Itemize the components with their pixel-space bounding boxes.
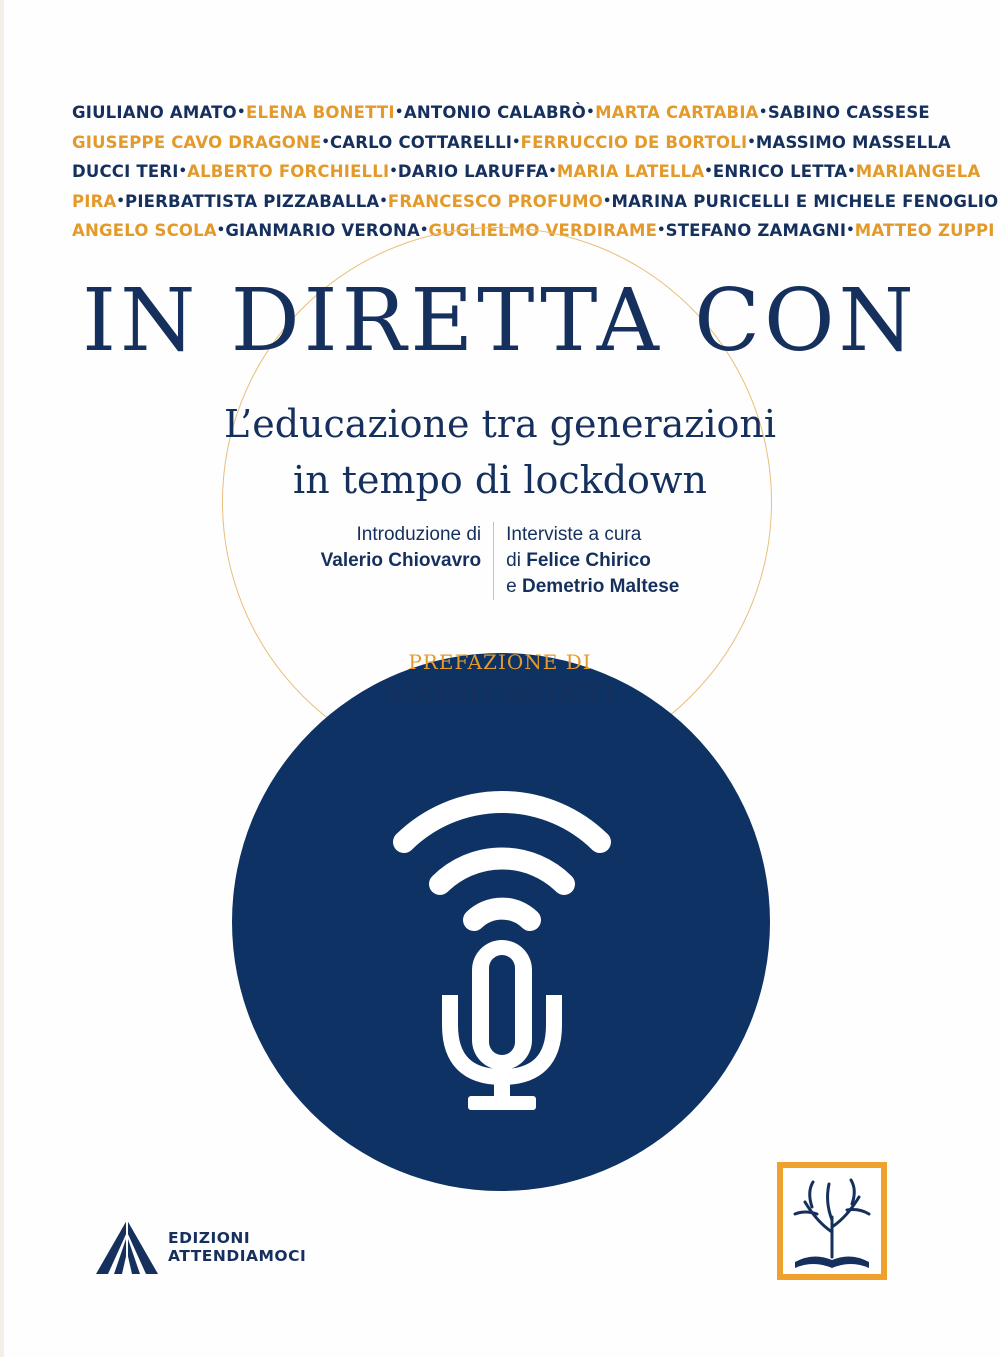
- separator-dot: •: [237, 105, 246, 121]
- author-line: [72, 157, 981, 187]
- publisher-name: [168, 1229, 306, 1265]
- podcast-microphone-icon: [392, 790, 612, 1120]
- author-name: PIERBATTISTA PIZZABALLA: [125, 191, 380, 211]
- author-name: GIULIANO AMATO: [72, 103, 237, 123]
- interviews-prefix-2: e: [506, 576, 523, 597]
- author-line: [72, 128, 951, 158]
- author-line: [72, 98, 930, 128]
- author-name: DUCCI TERI: [72, 162, 179, 182]
- interviews-label: Interviste a cura: [506, 524, 642, 545]
- author-name: GIUSEPPE CAVO DRAGONE: [72, 132, 322, 152]
- author-name: ANGELO SCOLA: [72, 221, 217, 241]
- interviewer-2: Demetrio Maltese: [522, 576, 680, 597]
- separator-dot: •: [512, 134, 521, 150]
- author-name: ALBERTO FORCHIELLI: [187, 162, 390, 182]
- separator-dot: •: [747, 134, 756, 150]
- author-name: FRANCESCO PROFUMO: [387, 191, 603, 211]
- separator-dot: •: [419, 223, 429, 239]
- preface-author: MARIO MONTI: [385, 678, 615, 711]
- book-subtitle: [0, 396, 1000, 508]
- credits-block: [0, 522, 1000, 600]
- separator-dot: •: [379, 193, 388, 209]
- author-name: SABINO CASSESE: [767, 103, 930, 123]
- preface-label: PREFAZIONE DI: [408, 650, 592, 674]
- publisher-mark: [94, 1218, 306, 1276]
- author-name: DARIO LARUFFA: [397, 162, 549, 182]
- interviews-credit: [494, 522, 679, 600]
- separator-dot: •: [846, 223, 855, 239]
- tent-logo-icon: [94, 1218, 160, 1276]
- separator-dot: •: [548, 164, 557, 180]
- interviewer-1: Felice Chirico: [526, 550, 651, 571]
- author-name: ELENA BONETTI: [246, 103, 395, 123]
- author-name: PIRA: [72, 191, 117, 211]
- separator-dot: •: [704, 164, 713, 180]
- separator-dot: •: [389, 164, 398, 180]
- interviews-prefix-1: di: [506, 550, 527, 571]
- intro-label: Introduzione di: [356, 524, 482, 545]
- separator-dot: •: [586, 105, 595, 121]
- separator-dot: •: [847, 164, 856, 180]
- author-name: ENRICO LETTA: [712, 162, 848, 182]
- book-title: IN DIRETTA CON: [82, 271, 918, 371]
- author-name: GIANMARIO VERONA: [225, 221, 420, 241]
- author-name: MARTA CARTABIA: [595, 103, 759, 123]
- introduction-credit: [321, 522, 495, 600]
- subtitle-line-2: in tempo di lockdown: [293, 458, 707, 502]
- separator-dot: •: [395, 105, 404, 121]
- tree-book-logo-icon: [777, 1162, 887, 1282]
- separator-dot: •: [602, 193, 612, 209]
- separator-dot: •: [321, 134, 330, 150]
- author-name: GUGLIELMO VERDIRAME: [428, 221, 658, 241]
- author-name: MARIANGELA: [855, 162, 981, 182]
- separator-dot: •: [178, 164, 188, 180]
- subtitle-line-1: L’educazione tra generazioni: [224, 402, 776, 446]
- author-name: MASSIMO MASSELLA: [755, 132, 951, 152]
- separator-dot: •: [116, 193, 126, 209]
- separator-dot: •: [758, 105, 768, 121]
- author-name: STEFANO ZAMAGNI: [665, 221, 847, 241]
- author-name: FERRUCCIO DE BORTOLI: [520, 132, 748, 152]
- author-list: [72, 98, 999, 246]
- author-name: MARIA LATELLA: [556, 162, 705, 182]
- intro-name: Valerio Chiovavro: [320, 550, 482, 571]
- separator-dot: •: [657, 223, 666, 239]
- publisher-line-1: EDIZIONI: [168, 1229, 251, 1247]
- author-name: CARLO COTTARELLI: [329, 132, 513, 152]
- author-line: [72, 187, 999, 217]
- separator-dot: •: [216, 223, 226, 239]
- author-name: MATTEO ZUPPI: [854, 221, 995, 241]
- publisher-line-2: ATTENDIAMOCI: [168, 1247, 307, 1265]
- author-name: ANTONIO CALABRÒ: [403, 103, 586, 123]
- author-name: MARINA PURICELLI E MICHELE FENOGLIO: [611, 191, 999, 211]
